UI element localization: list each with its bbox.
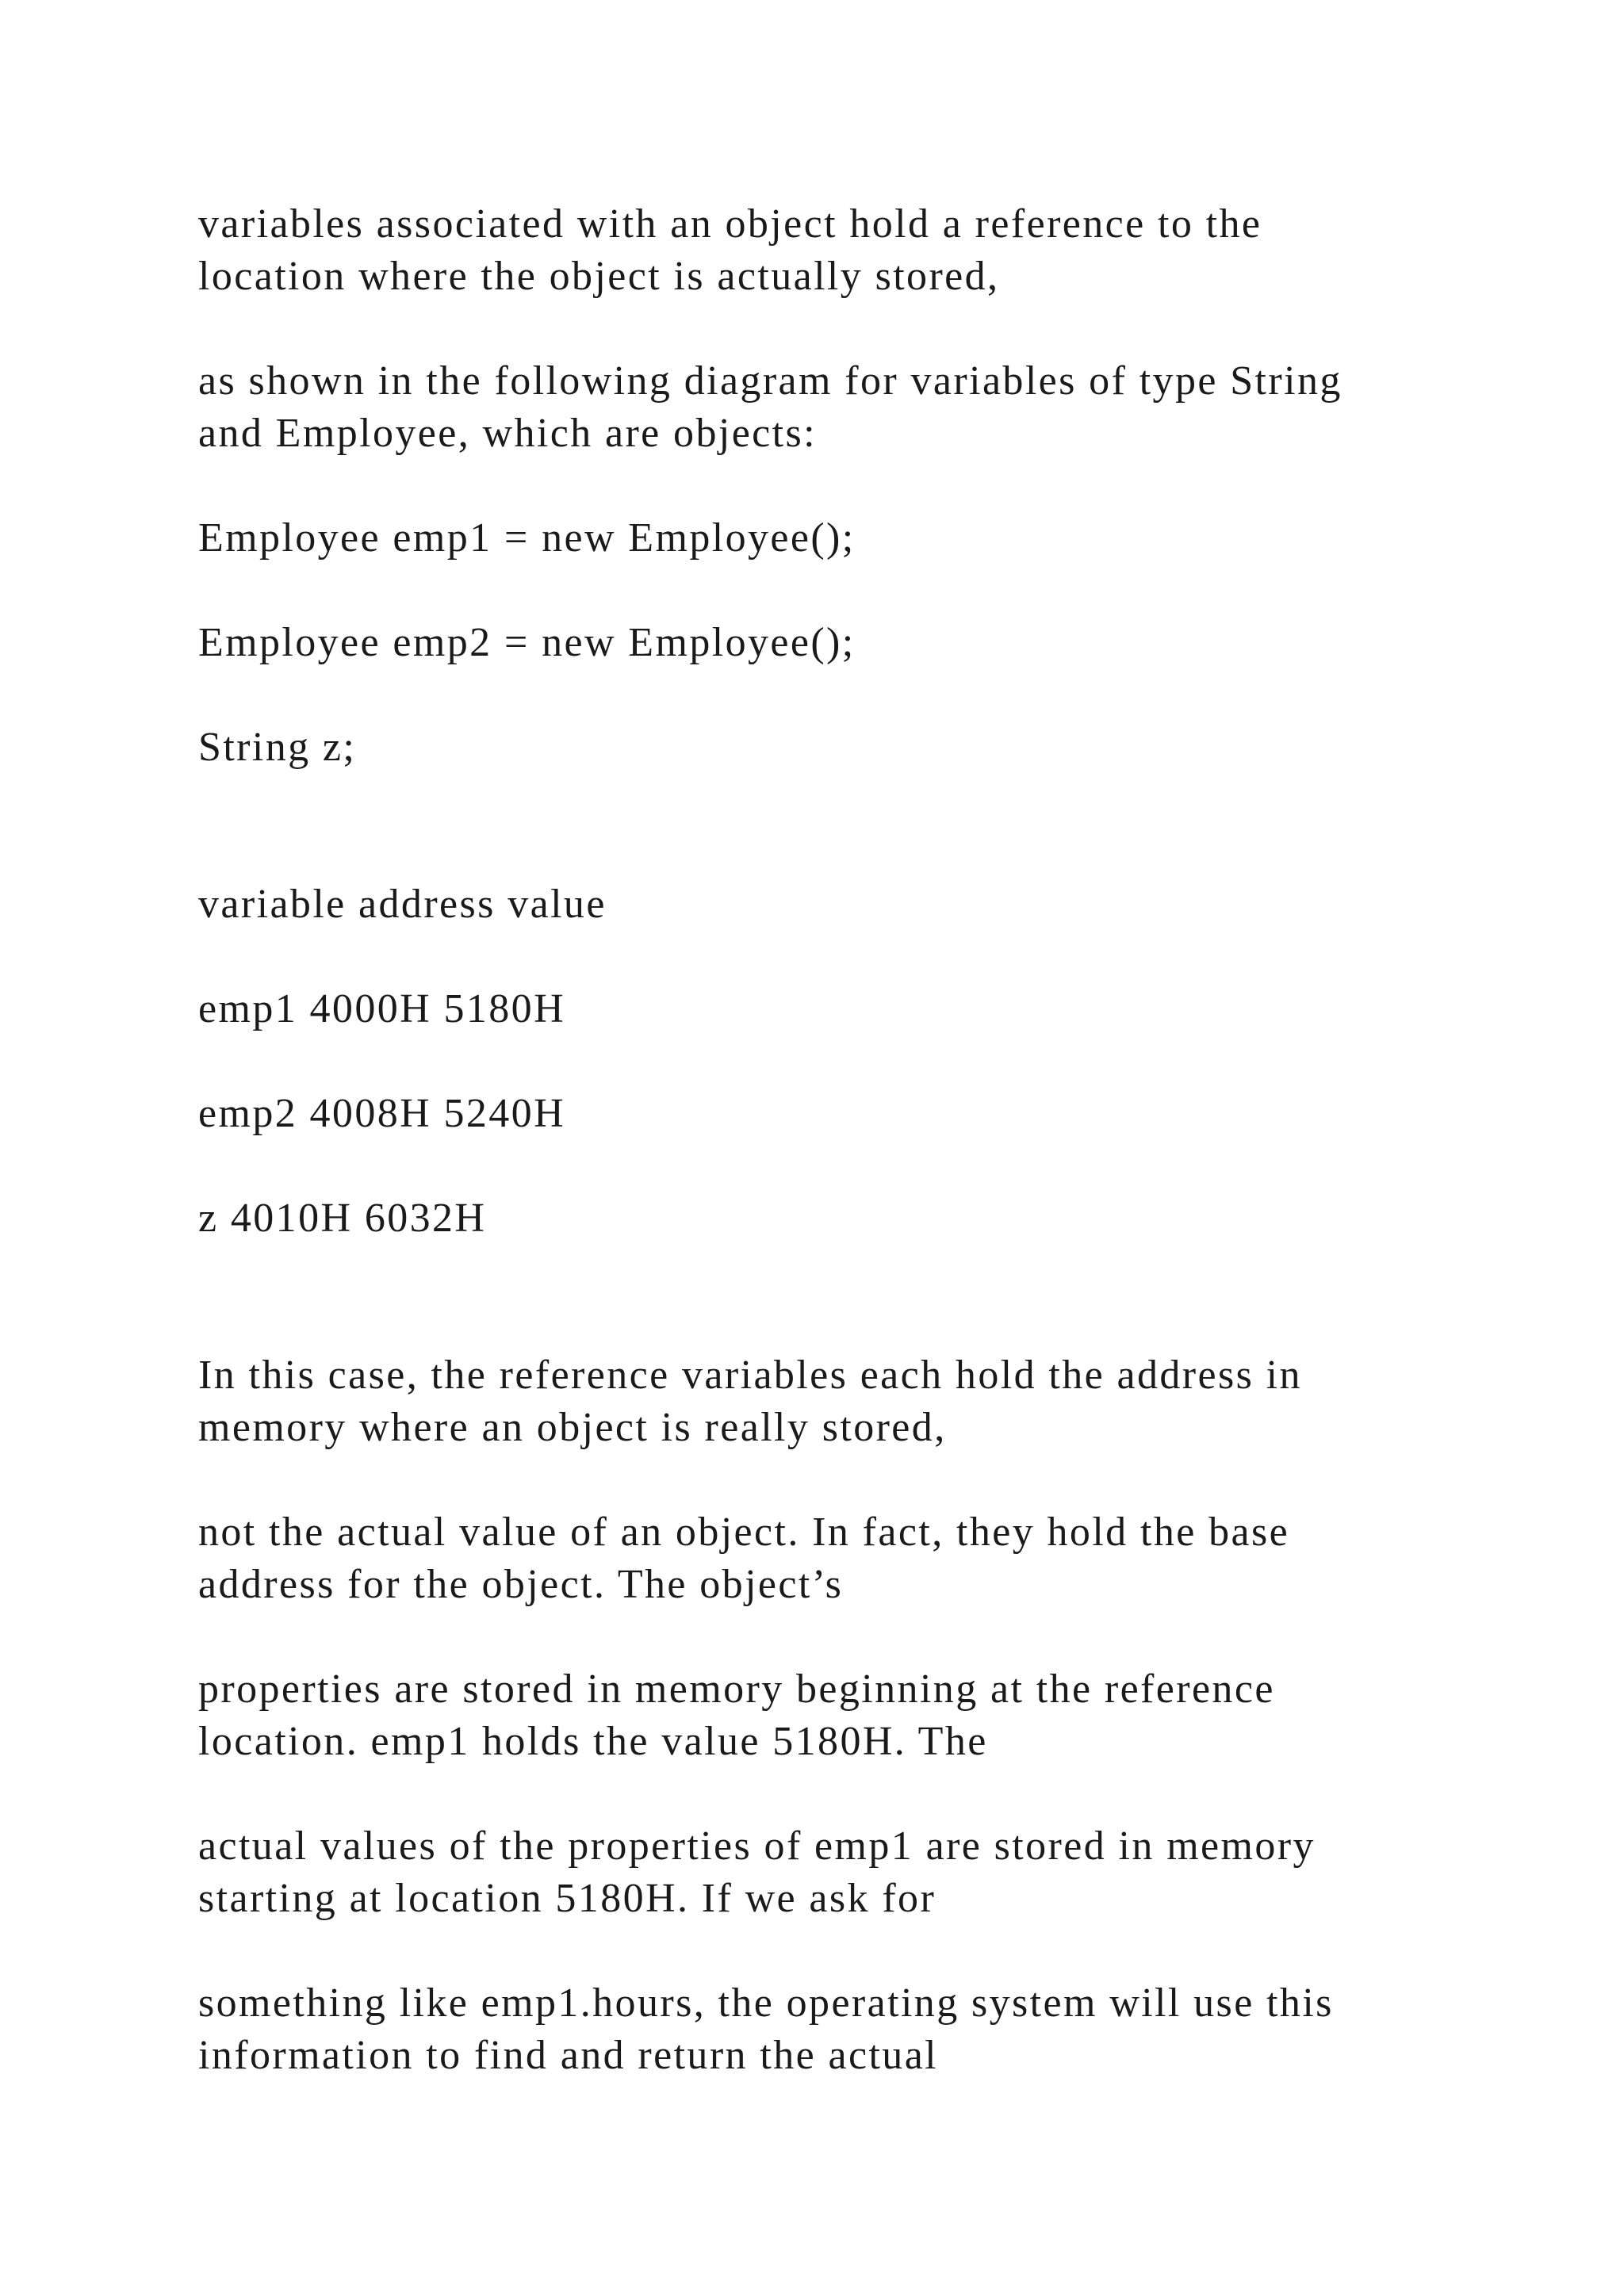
code-line-emp2 <box>198 617 1467 669</box>
code-line-emp1 <box>198 512 1467 564</box>
table-header-row <box>198 878 1467 931</box>
text-line: String z; <box>198 725 357 770</box>
table-row-emp1 <box>198 983 1467 1035</box>
text-line: as shown in the following diagram for variables of type String <box>198 358 1342 404</box>
text-line: information to find and return the actual <box>198 2033 939 2078</box>
text-line: address for the object. The object’s <box>198 1562 844 1607</box>
text-line: location where the object is actually stored, <box>198 254 1000 299</box>
text-line: variable address value <box>198 882 607 927</box>
text-line: properties are stored in memory beginning at the reference <box>198 1667 1275 1712</box>
text-line: z 4010H 6032H <box>198 1196 487 1241</box>
paragraph-diagram-intro <box>198 355 1467 460</box>
text-line: Employee emp1 = new Employee(); <box>198 515 856 561</box>
table-row-z <box>198 1192 1467 1245</box>
paragraph-reference-intro <box>198 198 1467 303</box>
text-line: actual values of the properties of emp1 are stored in memory <box>198 1823 1316 1869</box>
text-line: memory where an object is really stored, <box>198 1405 947 1450</box>
text-line: not the actual value of an object. In fact, they hold the base <box>198 1510 1290 1555</box>
text-line: emp1 4000H 5180H <box>198 986 566 1031</box>
text-line: Employee emp2 = new Employee(); <box>198 620 856 665</box>
code-line-string <box>198 721 1467 774</box>
paragraph-operating-system <box>198 1977 1467 2082</box>
text-line: variables associated with an object hold a reference to the <box>198 201 1262 247</box>
text-line: emp2 4008H 5240H <box>198 1091 566 1136</box>
paragraph-reference-explanation <box>198 1349 1467 1454</box>
text-line: In this case, the reference variables each hold the address in <box>198 1353 1302 1398</box>
text-line: and Employee, which are objects: <box>198 411 817 456</box>
paragraph-base-address <box>198 1506 1467 1611</box>
paragraph-actual-values <box>198 1820 1467 1925</box>
text-line: something like emp1.hours, the operating system will use this <box>198 1980 1334 2026</box>
paragraph-properties-stored <box>198 1663 1467 1768</box>
table-row-emp2 <box>198 1088 1467 1140</box>
text-line: location. emp1 holds the value 5180H. The <box>198 1719 988 1764</box>
text-line: starting at location 5180H. If we ask for <box>198 1876 936 1921</box>
